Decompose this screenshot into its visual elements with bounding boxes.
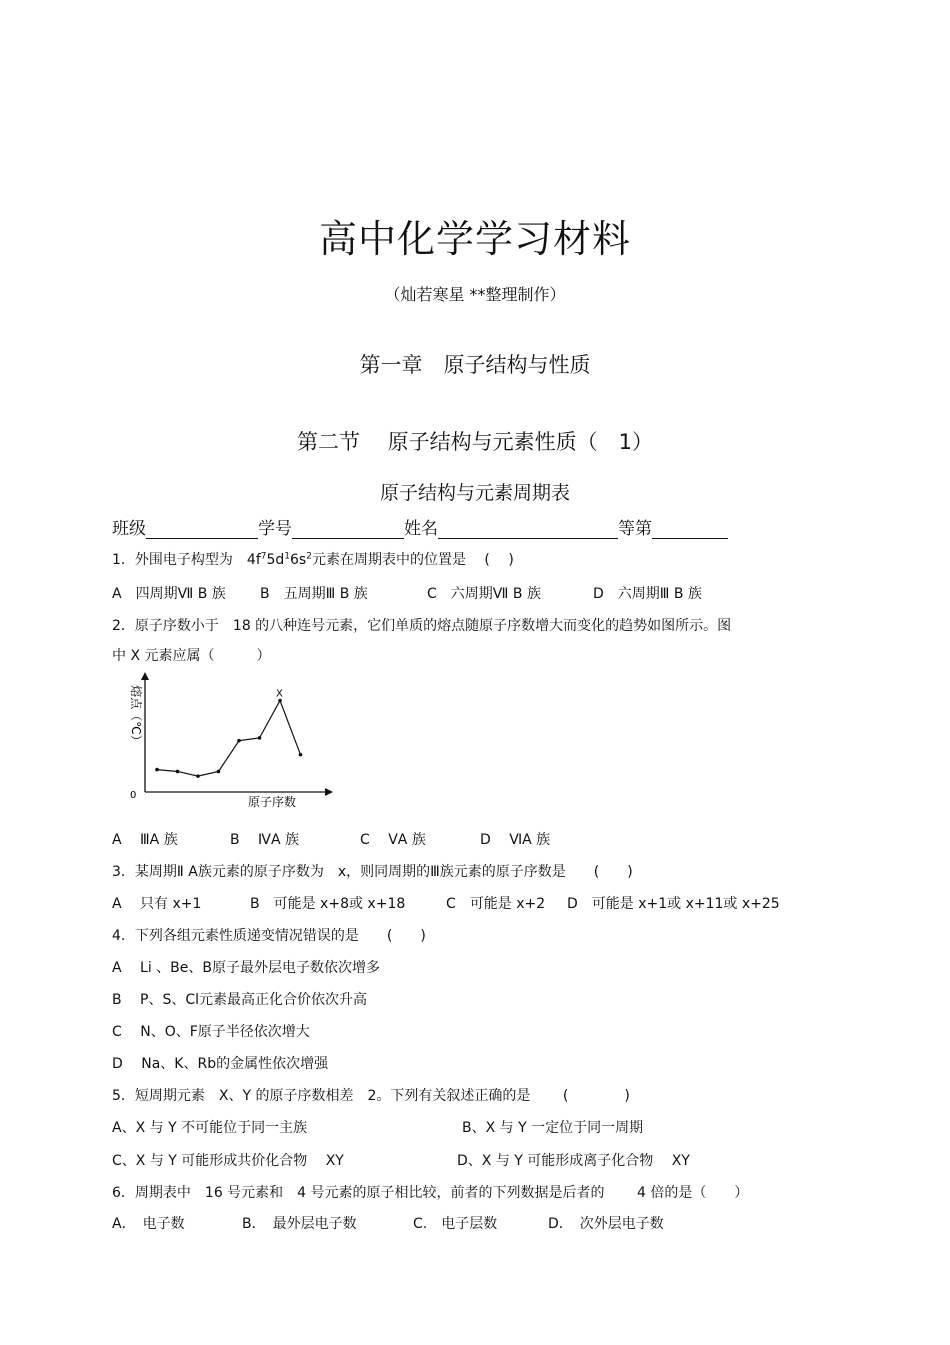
q2-option-a: A ⅢA 族 bbox=[112, 832, 178, 848]
data-point-4 bbox=[217, 770, 221, 774]
q1-option-d: D 六周期Ⅲ B 族 bbox=[593, 586, 702, 602]
id-label: 学号 bbox=[258, 519, 292, 539]
q5-option-b: B、X 与 Y 一定位于同一周期 bbox=[462, 1120, 644, 1136]
q4-option-d: D Na、K、Rb的金属性依次增强 bbox=[112, 1056, 329, 1072]
q2-option-d: D ⅥA 族 bbox=[480, 832, 551, 848]
q1-option-b: B 五周期Ⅲ B 族 bbox=[260, 586, 368, 602]
melting-point-line bbox=[157, 701, 301, 777]
name-label: 姓名 bbox=[404, 519, 438, 539]
data-point-2 bbox=[176, 770, 180, 774]
chart-peak-label: X bbox=[276, 688, 283, 700]
rank-blank[interactable] bbox=[652, 520, 728, 539]
q3-stem: 3．某周期Ⅱ A族元素的原子序数为 x，则同周期的Ⅲ族元素的原子序数是 ( ) bbox=[112, 864, 633, 880]
data-point-5 bbox=[237, 739, 241, 743]
q5-option-a: A、X 与 Y 不可能位于同一主族 bbox=[112, 1120, 308, 1136]
chapter-heading: 第一章 原子结构与性质 bbox=[359, 353, 591, 377]
q1-option-c: C 六周期Ⅶ B 族 bbox=[427, 586, 541, 602]
data-point-1 bbox=[155, 768, 159, 772]
q1-option-a: A 四周期Ⅶ B 族 bbox=[112, 586, 226, 602]
class-blank[interactable] bbox=[146, 520, 258, 539]
q1-stem: 1．外围电子构型为 $4f^75d^16s^2$元素在周期表中的位置是 ( ) bbox=[112, 551, 514, 568]
q2-stem-line1: 2．原子序数小于 18 的八种连号元素，它们单质的熔点随原子序数增大而变化的趋势如图所示。图 bbox=[112, 618, 732, 634]
chart-marks bbox=[155, 699, 302, 778]
y-axis-arrow bbox=[141, 672, 149, 680]
q6-option-d: D． 次外层电子数 bbox=[548, 1216, 664, 1232]
q5-stem: 5．短周期元素 X、Y 的原子序数相差 2。下列有关叙述正确的是 ( ) bbox=[112, 1088, 630, 1104]
q6-stem: 6．周期表中 16 号元素和 4 号元素的原子相比较，前者的下列数据是后者的 4 倍的是（ ） bbox=[112, 1185, 749, 1201]
q3-option-c: C 可能是 x+2 bbox=[446, 896, 546, 912]
q3-option-b: B 可能是 x+8或 x+18 bbox=[250, 896, 406, 912]
id-blank[interactable] bbox=[292, 520, 404, 539]
chart-ylabel: 熔点（℃） bbox=[129, 685, 143, 747]
chart-xlabel: 原子序数 bbox=[248, 795, 297, 809]
lesson-heading: 原子结构与元素周期表 bbox=[379, 482, 570, 504]
x-axis-arrow bbox=[325, 788, 333, 796]
data-point-8 bbox=[299, 753, 303, 757]
chart-axes bbox=[141, 672, 333, 796]
melting-point-chart bbox=[110, 672, 340, 812]
student-info-line bbox=[112, 514, 728, 539]
class-label: 班级 bbox=[112, 519, 146, 539]
q2-stem-line2: 中 X 元素应属（ ） bbox=[112, 648, 271, 664]
q4-option-b: B P、S、Cl元素最高正化合价依次升高 bbox=[112, 992, 368, 1008]
q4-stem: 4．下列各组元素性质递变情况错误的是 ( ) bbox=[112, 928, 426, 944]
document-subtitle: （灿若寒星 **整理制作） bbox=[384, 285, 566, 304]
q2-option-b: B ⅣA 族 bbox=[230, 832, 300, 848]
q2-option-c: C ⅤA 族 bbox=[360, 832, 426, 848]
name-blank[interactable] bbox=[438, 520, 618, 539]
q4-option-a: A Li 、Be、B原子最外层电子数依次增多 bbox=[112, 960, 380, 976]
q6-option-a: A． 电子数 bbox=[112, 1216, 185, 1232]
data-point-3 bbox=[196, 774, 200, 778]
q3-option-a: A 只有 x+1 bbox=[112, 896, 202, 912]
section-heading: 第二节 原子结构与元素性质（ 1） bbox=[296, 430, 654, 454]
document-title: 高中化学学习材料 bbox=[318, 217, 631, 261]
q5-option-d: D、X 与 Y 可能形成离子化合物 XY bbox=[457, 1153, 690, 1169]
data-point-6 bbox=[258, 736, 262, 740]
q4-option-c: C N、O、F原子半径依次增大 bbox=[112, 1024, 310, 1040]
q6-option-c: C. 电子层数 bbox=[413, 1216, 498, 1232]
q3-option-d: D 可能是 x+1或 x+11或 x+25 bbox=[567, 896, 780, 912]
rank-label: 等第 bbox=[618, 519, 652, 539]
chart-origin-label: 0 bbox=[130, 790, 137, 801]
q6-option-b: B． 最外层电子数 bbox=[242, 1216, 357, 1232]
q5-option-c: C、X 与 Y 可能形成共价化合物 XY bbox=[112, 1153, 344, 1169]
